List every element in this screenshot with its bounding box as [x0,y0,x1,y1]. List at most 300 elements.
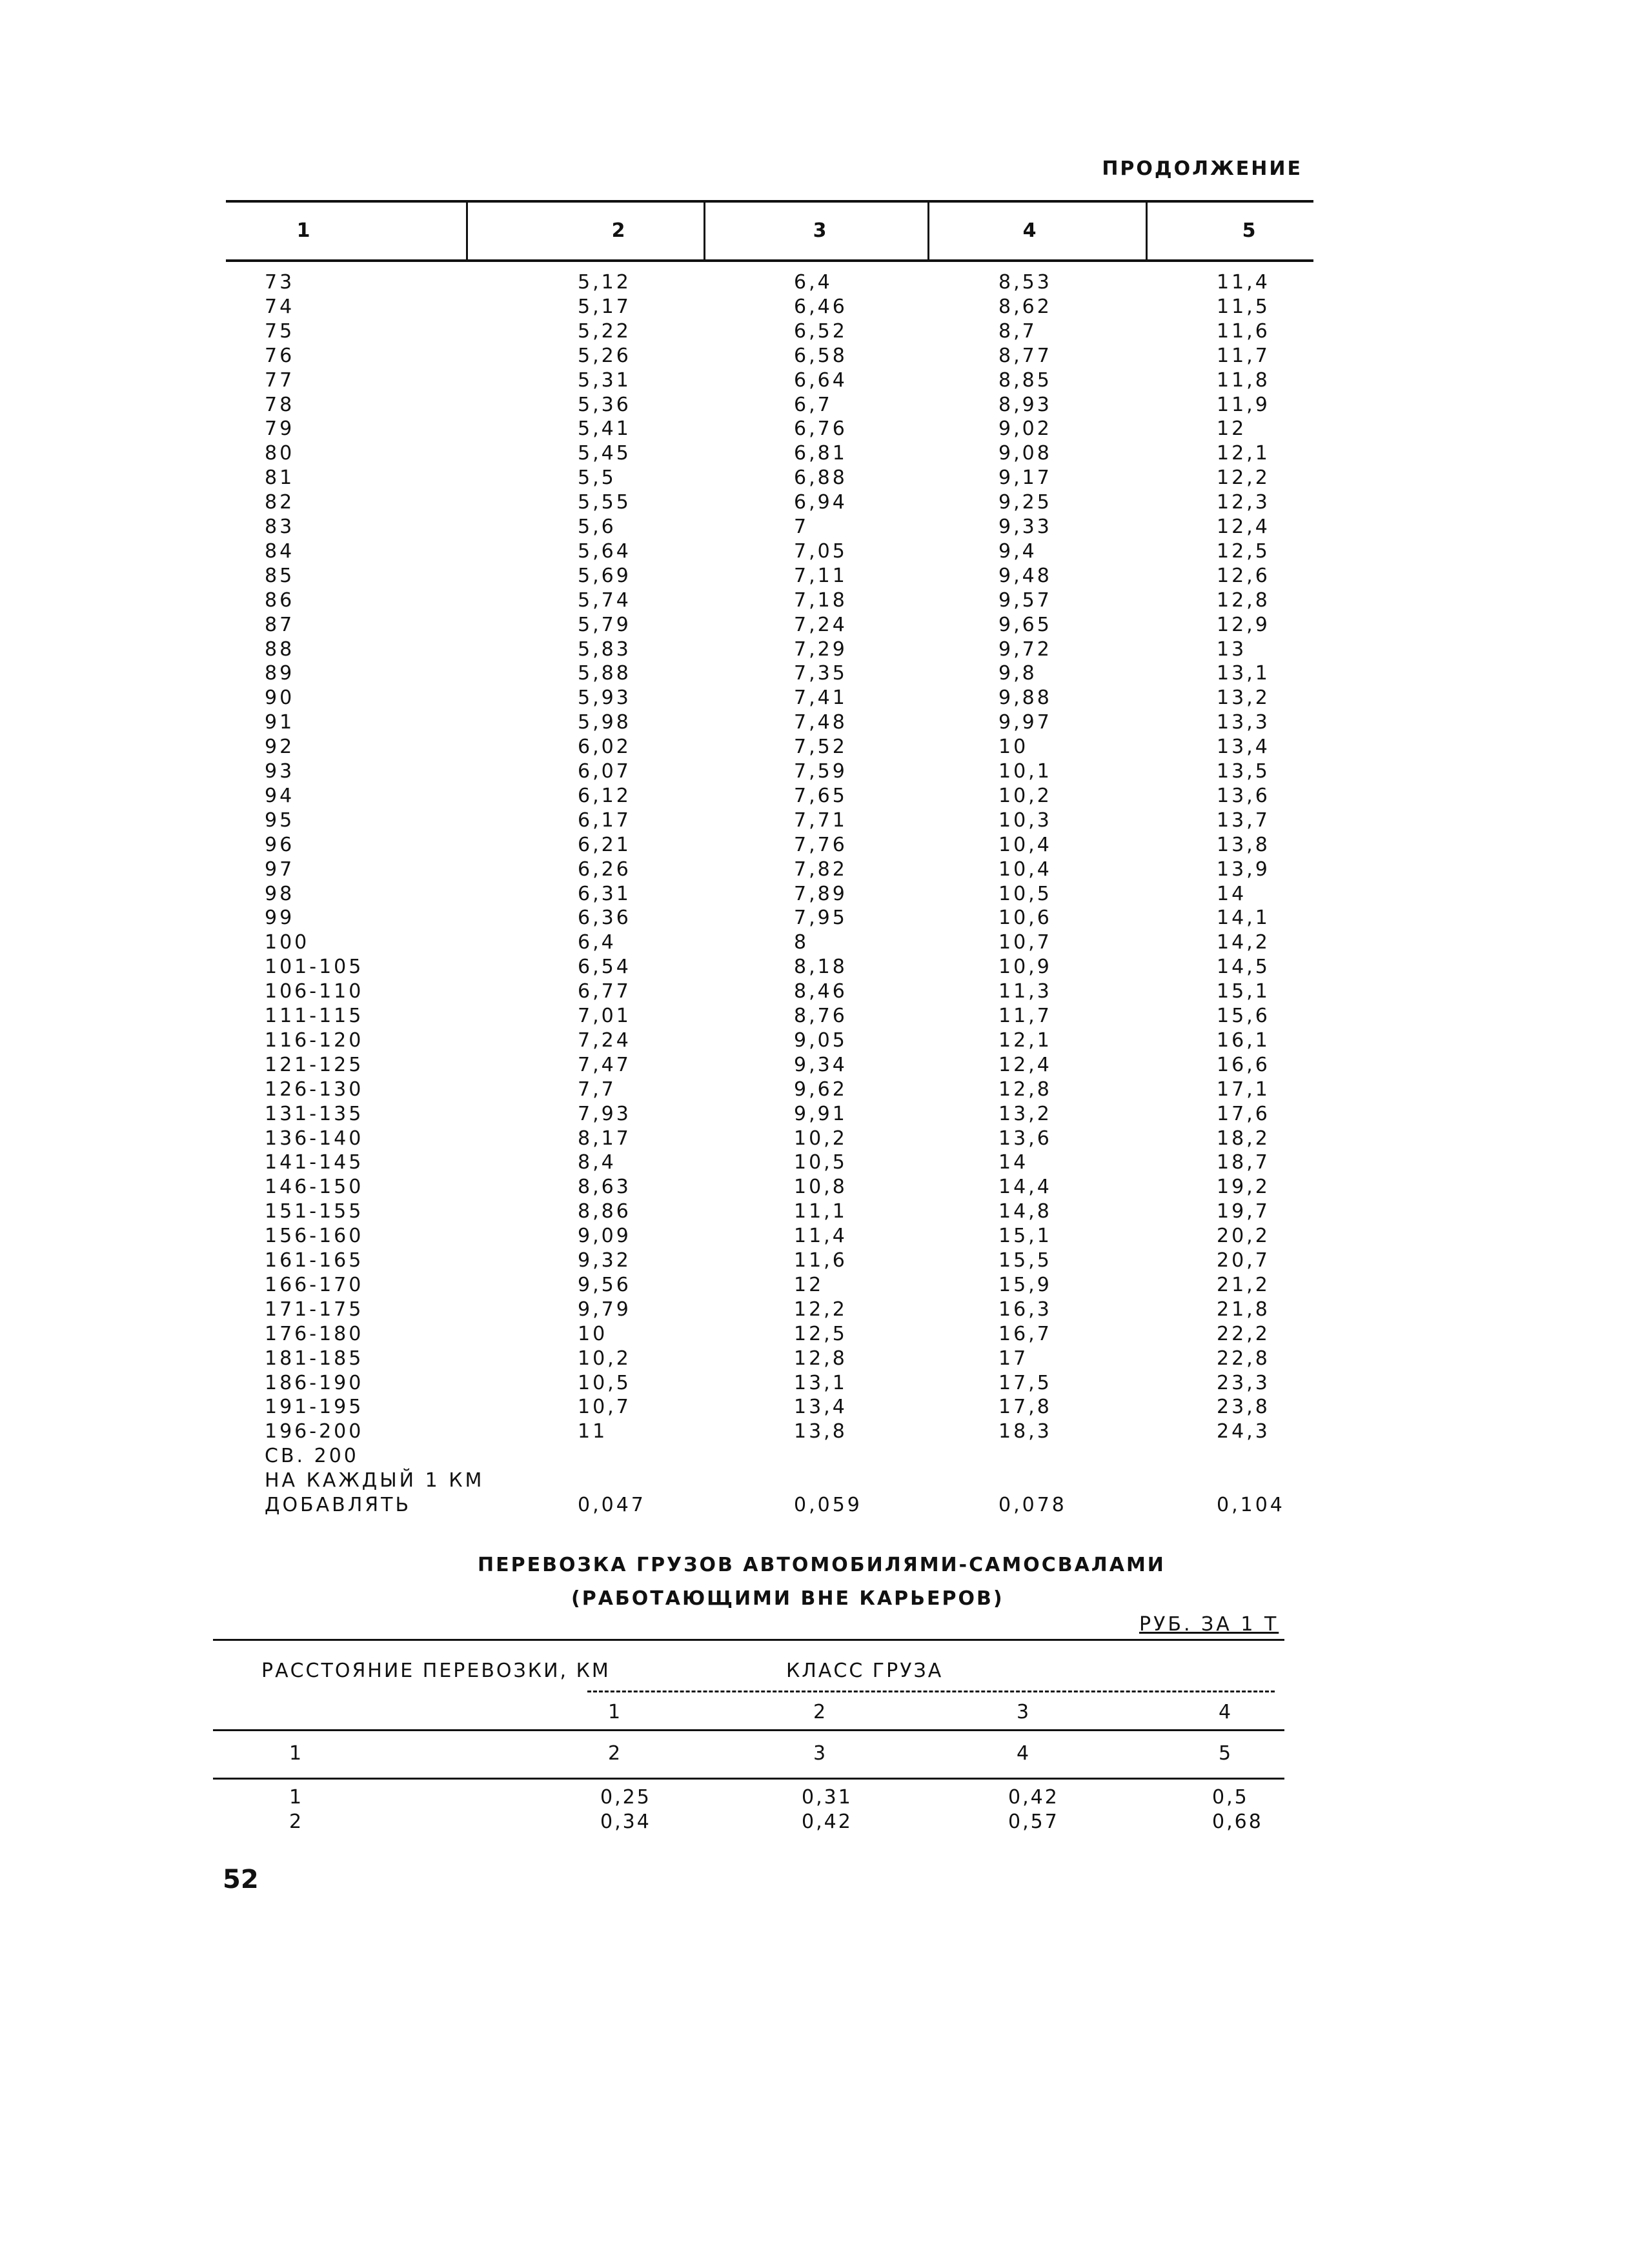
table-row [226,858,1313,883]
table-cell: 0,57 [1008,1811,1059,1833]
table-cell: СВ. 200 [265,1445,359,1468]
table-cell: 10,7 [998,931,1052,954]
table-cell: 12,8 [794,1347,847,1370]
table-cell: 13,3 [1217,711,1270,734]
table-row [226,1274,1313,1298]
table-cell: 8,18 [794,956,847,979]
class-number: 1 [608,1701,623,1723]
table-cell: 77 [265,368,295,392]
table-row [226,296,1313,320]
table-cell: 75 [265,319,295,343]
table-cell: 6,64 [794,368,847,392]
table-cell: 101-105 [265,956,364,979]
table-cell: 7,71 [794,808,847,832]
table-row [226,614,1313,638]
class-header-rule [587,1691,1275,1692]
table-row [226,736,1313,760]
table-cell: 91 [265,711,295,734]
table-cell: 171-175 [265,1298,364,1321]
table-cell: 9,08 [998,442,1052,465]
table-cell: 19,2 [1217,1176,1270,1199]
column-divider [704,200,705,262]
table-cell: 78 [265,393,295,416]
table-cell: 10,3 [998,808,1052,832]
table-cell: 8,17 [578,1127,631,1150]
table-cell: 20,7 [1217,1249,1270,1272]
column-divider [1146,200,1148,262]
table-row [226,834,1313,858]
table-cell: 15,1 [1217,980,1270,1003]
table-cell: 15,6 [1217,1005,1270,1027]
table-cell: ДОБАВЛЯТЬ [265,1494,412,1516]
table-cell: 99 [265,907,295,930]
table-cell: 7,18 [794,588,847,612]
table-cell: 11,6 [1217,319,1270,343]
table-row [226,1151,1313,1176]
table-cell: 10,2 [794,1127,847,1150]
table-cell: 0,5 [1212,1786,1249,1809]
table-cell: 12 [794,1273,824,1296]
table-cell: 6,94 [794,491,847,514]
table-cell: 11,3 [998,980,1052,1003]
table-cell: 88 [265,637,295,661]
table-cell: 12,8 [1217,588,1270,612]
table-cell: 5,98 [578,711,631,734]
table-cell: 12,2 [794,1298,847,1321]
table-row [226,662,1313,687]
table-cell: 0,42 [1008,1786,1059,1809]
table-cell: 9,48 [998,564,1052,587]
table-cell: 7,35 [794,662,847,685]
table-cell: 13,1 [1217,662,1270,685]
table-cell: 196-200 [265,1420,364,1443]
table-cell: 186-190 [265,1371,364,1394]
table-cell: 0,078 [998,1494,1067,1516]
table-cell: 9,33 [998,516,1052,538]
table-cell: 6,58 [794,344,847,367]
table-cell: 11,4 [1217,271,1270,294]
table-cell: 14 [1217,882,1247,905]
table-row [226,1225,1313,1249]
table-cell: 12,6 [1217,564,1270,587]
table-cell: 0,047 [578,1494,646,1516]
table-cell: 6,02 [578,736,631,759]
table-cell: 6,81 [794,442,847,465]
table-row [226,1103,1313,1127]
table-cell: 12,9 [1217,613,1270,636]
table-cell: 7,59 [794,760,847,783]
table-cell: 5,36 [578,393,631,416]
table-row [226,516,1313,540]
table-cell: 126-130 [265,1078,364,1101]
table-cell: 0,68 [1212,1811,1263,1833]
table-cell: 10,9 [998,956,1052,979]
table-cell: 9,8 [998,662,1037,685]
column-divider [927,200,929,262]
table-cell: 6,7 [794,393,833,416]
table-cell: 7,29 [794,637,847,661]
table-cell: 12,1 [1217,442,1270,465]
table-cell: 7,41 [794,687,847,710]
table-row [226,711,1313,736]
table-cell: 14 [998,1151,1029,1174]
table-row [226,931,1313,956]
table-cell: 90 [265,687,295,710]
table-cell: 14,8 [998,1200,1052,1223]
table-cell: 9,62 [794,1078,847,1101]
table-cell: 5,6 [578,516,616,538]
table-cell: 8,86 [578,1200,631,1223]
table-cell: 84 [265,539,295,563]
table-cell: 5,88 [578,662,631,685]
table-cell: 5,74 [578,588,631,612]
column-number: 3 [813,1742,828,1765]
table-cell: 10,5 [578,1371,631,1394]
table-cell: 106-110 [265,980,364,1003]
table-cell: 20,2 [1217,1225,1270,1248]
table-cell: 111-115 [265,1005,364,1027]
table-cell: 13,1 [794,1371,847,1394]
table-cell: 7,65 [794,784,847,807]
table-row [226,809,1313,834]
table-cell: 13,9 [1217,858,1270,881]
table-row [226,883,1313,907]
second-table [213,1639,1284,1832]
table-cell: 10,4 [998,833,1052,856]
table-cell: 16,1 [1217,1029,1270,1052]
table-cell: 13,4 [1217,736,1270,759]
table-cell: 9,91 [794,1102,847,1125]
table-cell: 6,36 [578,907,631,930]
table-cell: 10,2 [578,1347,631,1370]
table-cell: 166-170 [265,1273,364,1296]
table-cell: 7,95 [794,907,847,930]
table-cell: 7,93 [578,1102,631,1125]
table-cell: 8,62 [998,295,1052,318]
table-cell: 121-125 [265,1053,364,1076]
column-header: 5 [1242,219,1256,242]
column-header: 2 [611,219,625,242]
table-cell: 8,4 [578,1151,616,1174]
class-number: 4 [1219,1701,1233,1723]
table-cell: 7,11 [794,564,847,587]
table-cell: 6,77 [578,980,631,1003]
table-cell: 96 [265,833,295,856]
column-number: 4 [1017,1742,1031,1765]
table-cell: 9,97 [998,711,1052,734]
table-cell: 5,79 [578,613,631,636]
table-cell: 9,32 [578,1249,631,1272]
table-cell: 76 [265,344,295,367]
table-cell: 7,05 [794,539,847,563]
table-cell: 12,1 [998,1029,1052,1052]
column-header: 1 [296,219,310,242]
table-cell: 11,8 [1217,368,1270,392]
table-top-rule [226,200,1313,203]
table-cell: 82 [265,491,295,514]
table-cell: 1 [289,1786,304,1809]
table-cell: 87 [265,613,295,636]
table-row [226,1469,1313,1494]
class-number: 2 [813,1701,828,1723]
column-numbers-rule [213,1778,1284,1780]
table-header-rule [226,259,1313,262]
table-cell: 13,5 [1217,760,1270,783]
table-cell: 93 [265,760,295,783]
table-cell: 7,7 [578,1078,616,1101]
table-row [226,1323,1313,1347]
table-row [226,320,1313,345]
table-cell: 9,34 [794,1053,847,1076]
distance-header: РАССТОЯНИЕ ПЕРЕВОЗКИ, КМ [261,1660,611,1682]
table-cell: 21,2 [1217,1273,1270,1296]
table-cell: 5,26 [578,344,631,367]
table-row [226,1396,1313,1420]
table-cell: 12,4 [1217,516,1270,538]
table-cell: 181-185 [265,1347,364,1370]
table-cell: 18,2 [1217,1127,1270,1150]
page-number: 52 [223,1865,259,1894]
table-cell: 9,4 [998,539,1037,563]
table-cell: 11,7 [1217,344,1270,367]
table-cell: 11,7 [998,1005,1052,1027]
table-cell: 10,5 [794,1151,847,1174]
table-cell: 22,2 [1217,1322,1270,1345]
column-header: 4 [1022,219,1037,242]
table-row [226,1347,1313,1372]
table-cell: 0,42 [802,1811,853,1833]
table-cell: 100 [265,931,310,954]
table-cell: 13,2 [998,1102,1052,1125]
table-cell: 6,07 [578,760,631,783]
column-number: 1 [289,1742,304,1765]
section-title: ПЕРЕВОЗКА ГРУЗОВ АВТОМОБИЛЯМИ-САМОСВАЛАМИ [478,1554,1166,1576]
table-cell: 12 [1217,417,1247,441]
table-cell: 5,93 [578,687,631,710]
table-row [226,1127,1313,1152]
table-cell: 6,46 [794,295,847,318]
table-cell: 9,56 [578,1273,631,1296]
table-cell: 9,72 [998,637,1052,661]
table-row [226,1494,1313,1518]
table-row [226,1078,1313,1103]
table-row [226,1420,1313,1445]
table-cell: 10,5 [998,882,1052,905]
table-cell: 81 [265,467,295,490]
table-cell: 11,6 [794,1249,847,1272]
table-cell: 13,6 [1217,784,1270,807]
table-cell: 2 [289,1811,304,1833]
table-cell: 85 [265,564,295,587]
table-row [226,394,1313,418]
table-cell: 79 [265,417,295,441]
table-cell: 6,52 [794,319,847,343]
table-cell: 9,88 [998,687,1052,710]
table-cell: 156-160 [265,1225,364,1248]
table-cell: 74 [265,295,295,318]
table-row [226,442,1313,467]
table-cell: 94 [265,784,295,807]
table-cell: 131-135 [265,1102,364,1125]
table-cell: 10,1 [998,760,1052,783]
table-cell: 23,8 [1217,1396,1270,1419]
table-cell: 6,17 [578,808,631,832]
table-cell: НА КАЖДЫЙ 1 КМ [265,1469,485,1492]
table-cell: 6,31 [578,882,631,905]
table-row [226,638,1313,663]
table-cell: 9,57 [998,588,1052,612]
table-cell: 15,1 [998,1225,1052,1248]
table-row [226,271,1313,296]
class-number: 3 [1017,1701,1031,1723]
table-cell: 6,76 [794,417,847,441]
table-cell: 6,4 [794,271,833,294]
class-numbers-rule [213,1729,1284,1731]
table-cell: 10,8 [794,1176,847,1199]
table-cell: 9,25 [998,491,1052,514]
table-cell: 8 [794,931,809,954]
table-cell: 5,41 [578,417,631,441]
table-cell: 9,09 [578,1225,631,1248]
table-top-rule [213,1639,1284,1641]
table-cell: 21,8 [1217,1298,1270,1321]
table-cell: 146-150 [265,1176,364,1199]
table-cell: 10,4 [998,858,1052,881]
table-row [226,1054,1313,1078]
table-cell: 17 [998,1347,1029,1370]
table-cell: 191-195 [265,1396,364,1419]
table-cell: 16,7 [998,1322,1052,1345]
table-cell: 8,93 [998,393,1052,416]
table-cell: 7,76 [794,833,847,856]
table-row [226,785,1313,809]
table-row [226,565,1313,589]
table-cell: 14,4 [998,1176,1052,1199]
section-subtitle: (РАБОТАЮЩИМИ ВНЕ КАРЬЕРОВ) [571,1587,1004,1610]
table-cell: 7,24 [794,613,847,636]
table-row [226,980,1313,1005]
table-cell: 22,8 [1217,1347,1270,1370]
table-cell: 7,24 [578,1029,631,1052]
table-cell: 14,5 [1217,956,1270,979]
table-cell: 13,2 [1217,687,1270,710]
table-cell: 5,55 [578,491,631,514]
table-cell: 13,6 [998,1127,1052,1150]
table-cell: 8,77 [998,344,1052,367]
table-cell: 14,2 [1217,931,1270,954]
table-row [226,589,1313,614]
table-cell: 9,65 [998,613,1052,636]
table-row [226,1372,1313,1396]
table-cell: 10 [998,736,1029,759]
table-cell: 7,01 [578,1005,631,1027]
table-cell: 6,12 [578,784,631,807]
table-cell: 15,5 [998,1249,1052,1272]
table-cell: 8,85 [998,368,1052,392]
table-cell: 8,63 [578,1176,631,1199]
table-cell: 16,3 [998,1298,1052,1321]
table-cell: 17,6 [1217,1102,1270,1125]
table-cell: 7,82 [794,858,847,881]
table-cell: 12,2 [1217,467,1270,490]
table-cell: 17,5 [998,1371,1052,1394]
table-cell: 95 [265,808,295,832]
column-number: 2 [608,1742,623,1765]
table-cell: 11 [578,1420,608,1443]
table-cell: 92 [265,736,295,759]
table-cell: 8,46 [794,980,847,1003]
table-cell: 0,104 [1217,1494,1285,1516]
units-label: РУБ. ЗА 1 Т [1139,1613,1279,1636]
table-cell: 12,8 [998,1078,1052,1101]
table-cell: 83 [265,516,295,538]
table-cell: 5,83 [578,637,631,661]
continuation-label: ПРОДОЛЖЕНИЕ [1102,157,1302,180]
table-row [226,540,1313,565]
table-cell: 18,7 [1217,1151,1270,1174]
table-cell: 6,26 [578,858,631,881]
table-cell: 9,05 [794,1029,847,1052]
table-cell: 12,4 [998,1053,1052,1076]
table-cell: 0,25 [600,1786,651,1809]
table-cell: 89 [265,662,295,685]
table-cell: 136-140 [265,1127,364,1150]
table-cell: 0,059 [794,1494,862,1516]
table-cell: 73 [265,271,295,294]
table-cell: 10,2 [998,784,1052,807]
table-cell: 9,79 [578,1298,631,1321]
table-cell: 15,9 [998,1273,1052,1296]
table-cell: 6,21 [578,833,631,856]
table-row [226,1029,1313,1054]
table-cell: 116-120 [265,1029,364,1052]
table-cell: 8,76 [794,1005,847,1027]
table-cell: 12,5 [1217,539,1270,563]
table-cell: 176-180 [265,1322,364,1345]
table-cell: 141-145 [265,1151,364,1174]
table-row [226,1005,1313,1029]
table-row [226,1176,1313,1200]
table-cell: 23,3 [1217,1371,1270,1394]
table-cell: 5,64 [578,539,631,563]
table-cell: 0,34 [600,1811,651,1833]
table-cell: 5,22 [578,319,631,343]
table-cell: 98 [265,882,295,905]
table-cell: 8,53 [998,271,1052,294]
table-cell: 151-155 [265,1200,364,1223]
table-cell: 13 [1217,637,1247,661]
table-cell: 9,02 [998,417,1052,441]
table-cell: 13,4 [794,1396,847,1419]
table-cell: 5,12 [578,271,631,294]
table-cell: 80 [265,442,295,465]
table-cell: 17,1 [1217,1078,1270,1101]
table-cell: 5,45 [578,442,631,465]
table-row [226,417,1313,442]
table-cell: 7,52 [794,736,847,759]
table-cell: 5,31 [578,368,631,392]
table-cell: 97 [265,858,295,881]
column-divider [466,200,468,262]
table-row [226,1249,1313,1274]
table-row [226,1445,1313,1469]
table-cell: 13,8 [794,1420,847,1443]
table-cell: 8,7 [998,319,1037,343]
table-cell: 13,7 [1217,808,1270,832]
table-cell: 24,3 [1217,1420,1270,1443]
table-row [226,467,1313,491]
table-cell: 86 [265,588,295,612]
